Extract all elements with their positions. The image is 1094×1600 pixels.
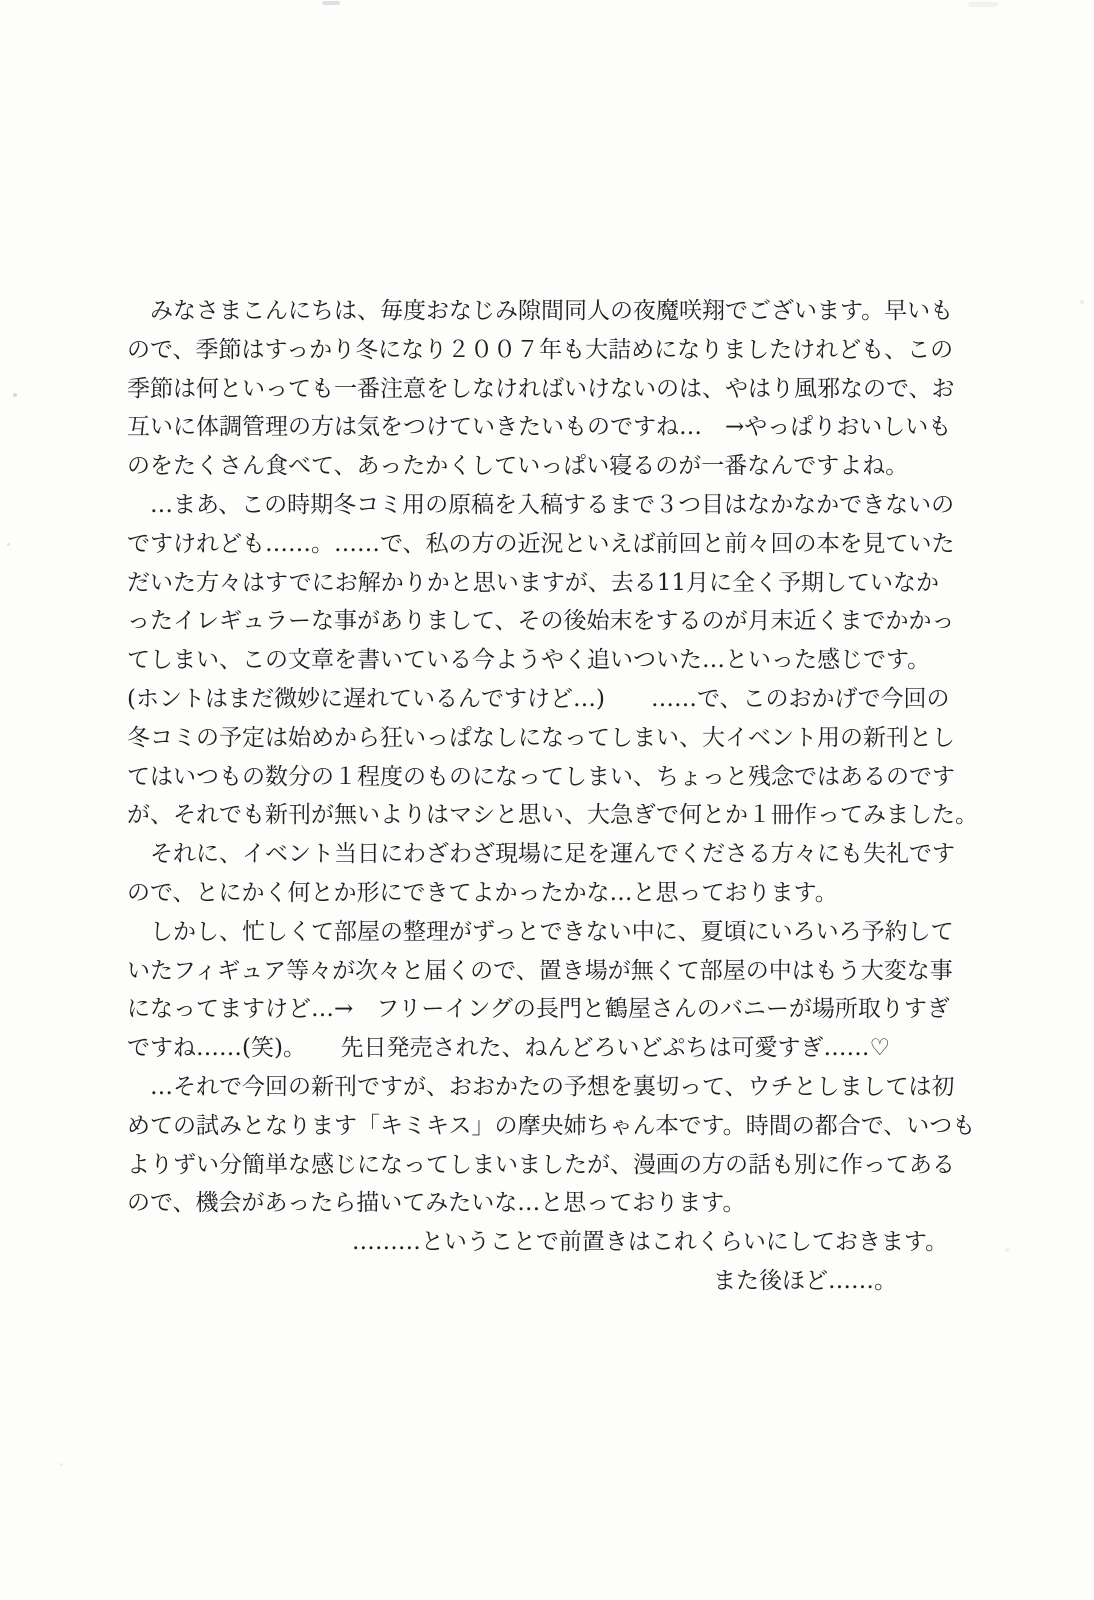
text-line: になってますけど…→ フリーイングの長門と鶴屋さんのバニーが場所取りすぎ [127,996,950,1023]
text-line: …それで今回の新刊ですが、おおかたの予想を裏切って、ウチとしましては初 [127,1073,955,1100]
scan-artifact [322,1,340,5]
text-line-signoff: また後ほど……。 [713,1267,897,1294]
afterword-text-block [127,292,978,1301]
text-line: それに、イベント当日にわざわざ現場に足を運んでくださる方々にも失礼です [127,841,955,868]
text-line: ので、とにかく何とか形にできてよかったかな…と思っております。 [127,879,838,906]
text-line: ので、季節はすっかり冬になり２００７年も大詰めになりましたけれども、この [127,336,954,363]
text-line: ですけれども……。……で、私の方の近況といえば前回と前々回の本を見ていた [127,530,955,557]
text-line: …まあ、この時期冬コミ用の原稿を入稿するまで３つ目はなかなかできないの [127,491,955,518]
text-line: 冬コミの予定は始めから狂いっぱなしになってしまい、大イベント用の新刊とし [127,724,955,751]
text-line: (ホントはまだ微妙に遅れているんですけど…) ……で、このおかげで今回の [127,685,950,712]
text-line: だいた方々はすでにお解かりかと思いますが、去る11月に全く予期していなか [127,569,939,596]
text-line: よりずい分簡単な感じになってしまいましたが、漫画の方の話も別に作ってある [127,1151,955,1178]
text-line: ですね……(笑)。 先日発売された、ねんどろいどぷちは可愛すぎ……♡ [127,1035,891,1062]
text-line: のをたくさん食べて、あったかくしていっぱい寝るのが一番なんですよね。 [127,453,909,480]
scan-artifact [968,2,998,7]
scan-artifact [13,393,17,397]
text-line: てはいつもの数分の１程度のものになってしまい、ちょっと残念ではあるのです [127,763,955,790]
scan-artifact [60,1463,63,1466]
text-line: いたフィギュア等々が次々と届くので、置き場が無くて部屋の中はもう大変な事 [127,957,953,984]
text-line: が、それでも新刊が無いよりはマシと思い、大急ぎで何とか１冊作ってみました。 [127,802,978,829]
text-line: てしまい、この文章を書いている今ようやく追いついた…といった感じです。 [127,647,931,674]
text-line: ったイレギュラーな事がありまして、その後始末をするのが月末近くまでかかっ [127,608,955,635]
scan-artifact [7,543,10,546]
text-line-closing: ………ということで前置きはこれくらいにしておきます。 [351,1229,948,1256]
text-line: みなさまこんにちは、毎度おなじみ隙間同人の夜魔咲翔でございます。早いも [127,298,954,324]
scan-artifact [1080,300,1084,304]
scan-artifact [1005,1248,1010,1252]
text-line: ので、機会があったら描いてみたいな…と思っております。 [127,1190,746,1217]
text-line: しかし、忙しくて部屋の整理がずっとできない中に、夏頃にいろいろ予約して [127,918,954,945]
text-line: めての試みとなります「キミキス」の摩央姉ちゃん本です。時間の都合で、いつも [127,1112,976,1139]
text-line: 互いに体調管理の方は気をつけていきたいものですね… →やっぱりおいしいも [127,414,952,441]
text-line: 季節は何といっても一番注意をしなければいけないのは、やはり風邪なので、お [127,375,955,402]
